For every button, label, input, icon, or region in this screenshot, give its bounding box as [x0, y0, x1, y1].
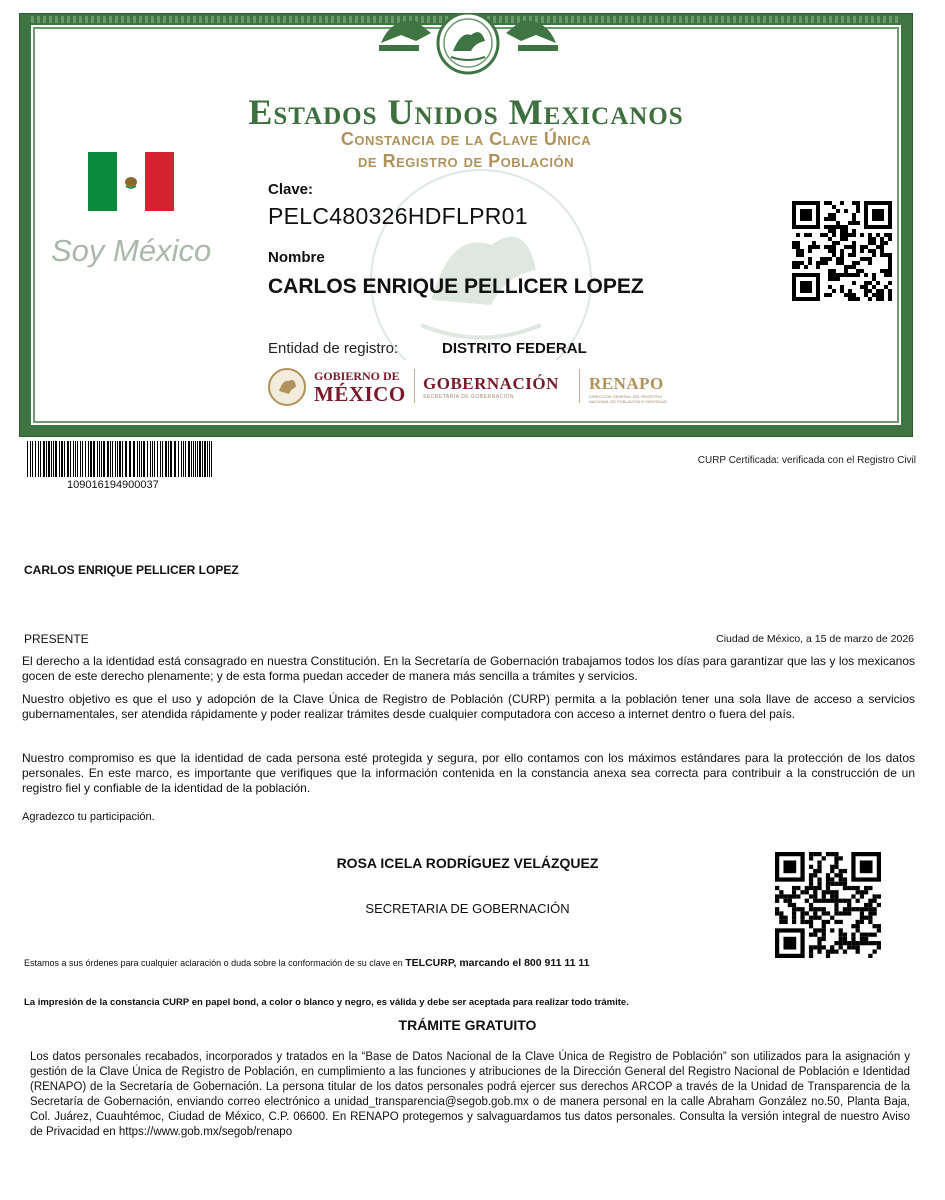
signer-name: ROSA ICELA RODRÍGUEZ VELÁZQUEZ: [336, 855, 599, 871]
nombre-value: CARLOS ENRIQUE PELLICER LOPEZ: [268, 275, 644, 298]
mexico-flag-icon: [88, 152, 174, 211]
government-logos: [267, 363, 687, 413]
nombre-label: Nombre: [268, 249, 325, 266]
clave-label: Clave:: [268, 181, 314, 198]
entidad-value: DISTRITO FEDERAL: [442, 340, 587, 357]
curp-certified-note: CURP Certificada: verificada con el Registro Civil: [697, 455, 916, 466]
renapo-logo: RENAPO: [589, 374, 664, 393]
contact-note: [24, 957, 590, 969]
barcode-icon: [27, 441, 212, 477]
curp-certificate: [20, 14, 912, 436]
certificate-subtitle-1: Constancia de la Clave Única: [340, 129, 592, 149]
letter-paragraph: Nuestro compromiso es que la identidad de cada persona esté protegida y segura, por ello contamos con los máximos estándares para la protección de los datos personales. En este marco, es importante que verifiques que la información contenida en la constancia anexa sea correcta para contribuir a la construcción de un registro fiel y confiable de la identidad de la población.: [22, 751, 915, 795]
contact-text: Estamos a sus órdenes para cualquier aclaración o duda sobre la conformación de su clave en: [24, 958, 403, 968]
gobierno-seal-icon: [267, 367, 307, 407]
national-seal-icon: [371, 13, 566, 83]
gobernacion-logo: GOBERNACIÓN: [423, 374, 559, 393]
mexico-text: MÉXICO: [314, 382, 406, 406]
gobernacion-logo-sub: SECRETARÍA DE GOBERNACIÓN: [423, 394, 515, 400]
recipient-name: CARLOS ENRIQUE PELLICER LOPEZ: [24, 563, 239, 577]
certificate-subtitle-2: de Registro de Población: [358, 151, 574, 171]
print-validity-note: La impresión de la constancia CURP en papel bond, a color o blanco y negro, es válida y debe ser aceptada para realizar todo trámite.: [24, 997, 629, 1008]
privacy-notice: Los datos personales recabados, incorporados y tratados en la “Base de Datos Nacional de la Clave Única de Registro de Población” son utilizados para la asignación y gestión de la Clave Única de Registro de Población, en cumplimiento a las funciones y atribuciones de la Dirección General del Registro Nacional de Población e Identidad (RENAPO) de la Secretaría de Gobernación. La persona titular de los datos personales podrá ejercer sus derechos ARCOP a través de la Unidad de Transparencia de la Secretaría de Gobernación, enviando correo electrónico a unidad_transparencia@segob.gob.mx o de manera personal en la calle Abraham González no.50, Planta Baja, Col. Juárez, Cuauhtémoc, Ciudad de México, C.P. 06600. En RENAPO protegemos y salvaguardamos tus datos personales. Consulta la versión integral de nuestro Aviso de Privacidad en https://www.gob.mx/segob/renapo: [30, 1051, 910, 1138]
qr-code-icon: [792, 201, 892, 301]
logo-divider: [579, 369, 580, 403]
letter-date: Ciudad de México, a 15 de marzo de 2026: [716, 633, 914, 645]
letter-paragraph: Nuestro objetivo es que el uso y adopción de la Clave Única de Registro de Población (CURP) permita a la población tener una sola llave de acceso a servicios gubernamentales, ser atendida rápidamente y poder realizar trámites desde cualquier computadora con acceso a internet dentro o fuera del país.: [22, 692, 915, 721]
logo-divider: [414, 369, 415, 403]
gobierno-de-text: GOBIERNO DE: [314, 369, 400, 383]
renapo-logo-sub: DIRECCIÓN GENERAL DEL REGISTRO NACIONAL DE POBLACIÓN E IDENTIDAD: [589, 394, 667, 404]
signer-title: SECRETARIA DE GOBERNACIÓN: [365, 901, 570, 916]
closing-text: Agradezco tu participación.: [22, 811, 155, 823]
letter-paragraph: El derecho a la identidad está consagrado en nuestra Constitución. En la Secretaría de Gobernación trabajamos todos los días para garantizar que las y los mexicanos gocen de este derecho plenamente; y de esta forma puedan acceder de manera más sencilla a trámites y servicios.: [22, 654, 915, 683]
entidad-label: Entidad de registro:: [268, 340, 399, 357]
watermark-seal-icon: [341, 150, 621, 360]
free-procedure-heading: TRÁMITE GRATUITO: [398, 1017, 537, 1033]
clave-value: PELC480326HDFLPR01: [268, 203, 528, 229]
presente-text: PRESENTE: [24, 632, 89, 646]
barcode-number: 109016194900037: [67, 479, 159, 491]
telcurp-phone: TELCURP, marcando el 800 911 11 11: [405, 957, 590, 969]
certificate-title: Estados Unidos Mexicanos: [248, 92, 684, 132]
soy-mexico-slogan: Soy México: [51, 233, 212, 268]
qr-code-icon: [775, 852, 881, 958]
